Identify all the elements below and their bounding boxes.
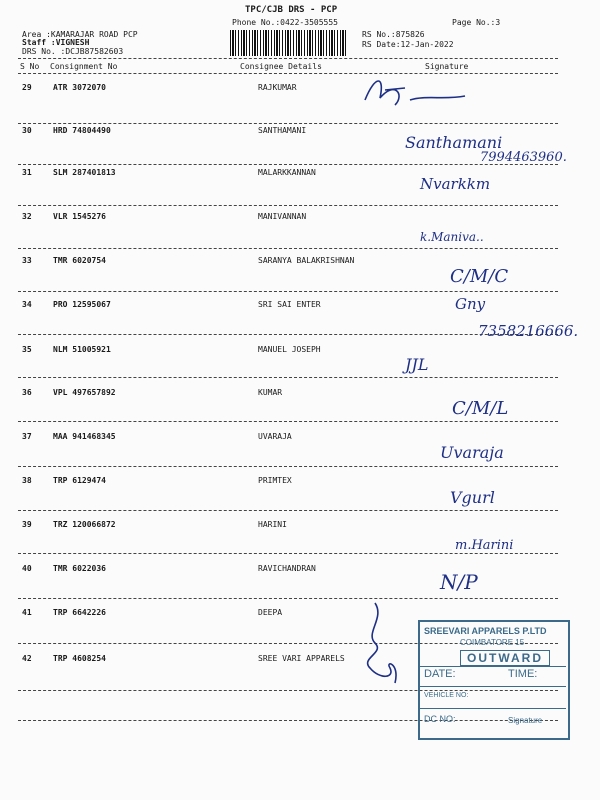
company-stamp (418, 620, 570, 740)
row-consignee: KUMAR (258, 388, 283, 397)
table-row (0, 256, 600, 266)
table-row (0, 564, 600, 574)
signature-30-phone: 7994463960. (480, 150, 567, 165)
row-sno: 31 (22, 168, 32, 177)
rs-date: RS Date:12-Jan-2022 (362, 40, 454, 49)
signature-32: k.Maniva.. (420, 230, 484, 244)
signature-29-icon (355, 70, 475, 120)
area-label: Area :KAMARAJAR ROAD PCP (22, 30, 138, 39)
divider (18, 598, 558, 599)
row-sno: 35 (22, 345, 32, 354)
page-number: Page No.:3 (452, 18, 501, 27)
row-consignment: VLR 1545276 (53, 212, 106, 221)
row-sno: 33 (22, 256, 32, 265)
signature-35: JJL (405, 355, 429, 374)
row-consignment: HRD 74804490 (53, 126, 111, 135)
stamp-outward: OUTWARD (460, 650, 550, 666)
table-row (0, 388, 600, 398)
signature-34-phone: 7358216666. (478, 322, 579, 340)
row-consignee: UVARAJA (258, 432, 292, 441)
row-consignment: TMR 6020754 (53, 256, 106, 265)
row-consignee: DEEPA (258, 608, 283, 617)
row-consignment: PRO 12595067 (53, 300, 111, 309)
barcode (230, 30, 346, 56)
table-row (0, 608, 600, 618)
divider (18, 73, 558, 74)
divider (18, 466, 558, 467)
row-consignee: SARANYA BALAKRISHNAN (258, 256, 355, 265)
row-consignee: PRIMTEX (258, 476, 292, 485)
row-sno: 40 (22, 564, 32, 573)
table-row (0, 83, 600, 93)
table-row (0, 345, 600, 355)
stamp-date: DATE: (424, 668, 456, 680)
table-row (0, 300, 600, 310)
row-sno: 37 (22, 432, 32, 441)
stamp-dc: DC NO: (424, 714, 456, 724)
row-consignment: TRP 4608254 (53, 654, 106, 663)
signature-37: Uvaraja (440, 443, 504, 462)
row-sno: 42 (22, 654, 32, 663)
row-sno: 39 (22, 520, 32, 529)
row-consignee: MALARKKANNAN (258, 168, 316, 177)
row-consignee: RAJKUMAR (258, 83, 297, 92)
divider (18, 291, 558, 292)
signature-41-42-icon (355, 598, 415, 693)
divider (18, 553, 558, 554)
table-row (0, 126, 600, 136)
signature-30: Santhamani (405, 133, 503, 152)
signature-40: N/P (440, 570, 478, 594)
row-sno: 29 (22, 83, 32, 92)
row-sno: 41 (22, 608, 32, 617)
divider (18, 205, 558, 206)
divider (18, 123, 558, 124)
row-consignment: TRZ 120066872 (53, 520, 116, 529)
row-sno: 36 (22, 388, 32, 397)
divider (18, 334, 558, 335)
row-consignment: TRP 6642226 (53, 608, 106, 617)
signature-34: Gny (455, 295, 486, 313)
row-consignee: MANUEL JOSEPH (258, 345, 321, 354)
table-row (0, 212, 600, 222)
row-consignment: VPL 497657892 (53, 388, 116, 397)
row-sno: 32 (22, 212, 32, 221)
row-consignee: MANIVANNAN (258, 212, 307, 221)
phone-number: Phone No.:0422-3505555 (232, 18, 338, 27)
row-sno: 38 (22, 476, 32, 485)
signature-39: m.Harini (455, 538, 514, 553)
signature-33: C/M/C (450, 266, 509, 287)
divider (18, 164, 558, 165)
table-row (0, 520, 600, 530)
stamp-company: SREEVARI APPARELS P.LTD (424, 626, 547, 636)
stamp-time: TIME: (508, 668, 538, 680)
signature-38: Vgurl (450, 488, 495, 507)
row-sno: 34 (22, 300, 32, 309)
staff-label: Staff :VIGNESH (22, 38, 90, 47)
divider (18, 510, 558, 511)
signature-31: Nvarkkm (420, 175, 491, 193)
table-row (0, 168, 600, 178)
row-consignee: RAVICHANDRAN (258, 564, 316, 573)
table-row (0, 432, 600, 442)
row-consignment: MAA 941468345 (53, 432, 116, 441)
col-header-sno: S No (20, 62, 40, 71)
col-header-signature: Signature (425, 62, 469, 71)
stamp-signature: Signature (508, 716, 543, 725)
row-consignment: TRP 6129474 (53, 476, 106, 485)
row-consignment: NLM 51005921 (53, 345, 111, 354)
rs-number: RS No.:875826 (362, 30, 425, 39)
drs-number: DRS No. :DCJB87582603 (22, 47, 124, 56)
row-consignee: HARINI (258, 520, 287, 529)
divider (18, 421, 558, 422)
table-row (0, 476, 600, 486)
row-consignment: SLM 287401813 (53, 168, 116, 177)
row-consignee: SREE VARI APPARELS (258, 654, 345, 663)
document-title: TPC/CJB DRS - PCP (245, 5, 338, 15)
divider (18, 58, 558, 59)
stamp-vehicle: VEHICLE NO: (424, 692, 469, 699)
row-consignee: SANTHAMANI (258, 126, 307, 135)
col-header-consignment: Consignment No (50, 62, 118, 71)
row-consignee: SRI SAI ENTER (258, 300, 321, 309)
divider (18, 377, 558, 378)
row-sno: 30 (22, 126, 32, 135)
row-consignment: TMR 6022036 (53, 564, 106, 573)
divider (18, 248, 558, 249)
stamp-city: COIMBATORE 15 (460, 638, 525, 647)
col-header-consignee: Consignee Details (240, 62, 322, 71)
row-consignment: ATR 3072070 (53, 83, 106, 92)
signature-36: C/M/L (452, 398, 509, 419)
